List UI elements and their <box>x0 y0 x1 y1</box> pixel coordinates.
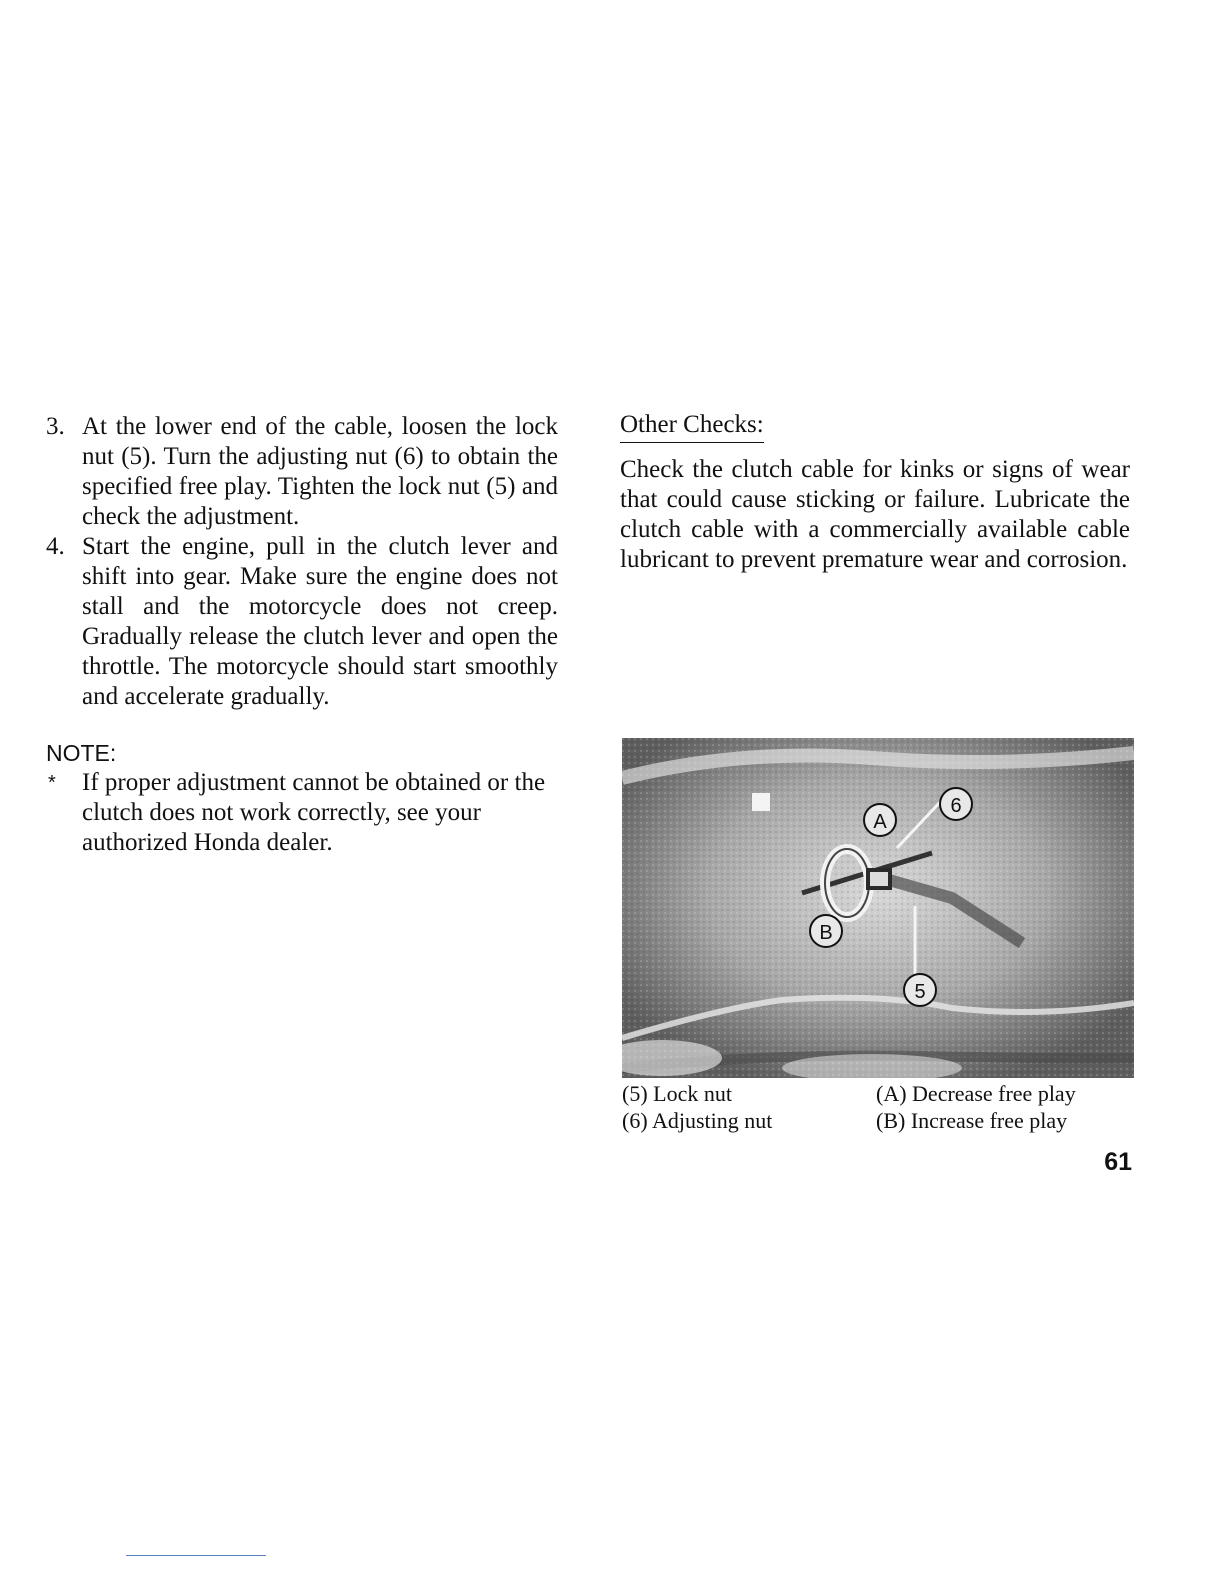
note-item <box>46 768 558 858</box>
asterisk-bullet: * <box>48 772 56 794</box>
caption-row <box>622 1080 1134 1107</box>
callout-b <box>810 915 842 947</box>
step-number: 4. <box>46 533 65 560</box>
svg-text:B: B <box>819 922 833 944</box>
callout-six <box>940 788 972 820</box>
left-column <box>46 412 558 858</box>
other-checks-body: Check the clutch cable for kinks or signs of wear that could cause sticking or failure. Lubricate the clutch cable with a commercially available cable lubricant to prevent premature wear and corrosion. <box>620 456 1130 573</box>
step-number: 3. <box>46 413 65 440</box>
step-4 <box>46 532 558 712</box>
clutch-adjuster-photo <box>622 738 1134 1078</box>
callout-five <box>904 974 936 1006</box>
page-number: 61 <box>1104 1148 1132 1176</box>
figure-caption <box>622 1080 1134 1134</box>
caption-decrease-free-play: (A) Decrease free play <box>876 1081 1076 1106</box>
step-text: Start the engine, pull in the clutch lever and shift into gear. Make sure the engine does not stall and the motorcycle does not creep. Gradually release the clutch lever and open the throttle. The motorcycle should start smoothly and accelerate gradually. <box>82 533 558 710</box>
caption-lock-nut: (5) Lock nut <box>622 1081 732 1106</box>
svg-text:A: A <box>873 811 887 833</box>
note-text: If proper adjustment cannot be obtained or the clutch does not work correctly, see your authorized Honda dealer. <box>82 769 546 856</box>
callout-a <box>864 804 896 836</box>
right-column <box>620 410 1130 575</box>
caption-increase-free-play: (B) Increase free play <box>876 1108 1068 1133</box>
svg-text:6: 6 <box>950 795 962 817</box>
step-3 <box>46 412 558 532</box>
note-heading: NOTE: <box>46 740 117 766</box>
footnote-rule <box>126 1555 266 1556</box>
caption-adjusting-nut: (6) Adjusting nut <box>622 1108 773 1133</box>
other-checks-heading: Other Checks: <box>620 410 764 443</box>
svg-text:5: 5 <box>914 981 926 1003</box>
photo-illustration <box>622 738 1134 1078</box>
step-text: At the lower end of the cable, loosen the lock nut (5). Turn the adjusting nut (6) to obtain the specified free play. Tighten the lock nut (5) and check the adjustment. <box>82 413 558 530</box>
caption-row <box>622 1107 1134 1134</box>
